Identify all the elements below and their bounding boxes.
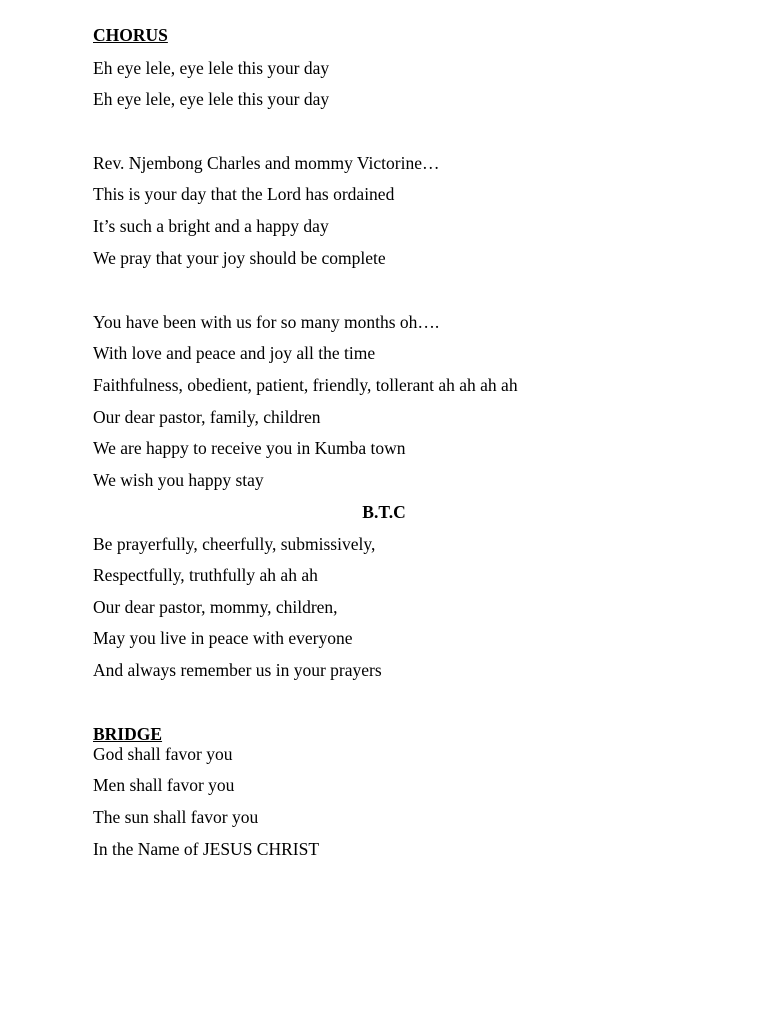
bridge-line: In the Name of JESUS CHRIST <box>93 839 320 859</box>
verse1-line: We pray that your joy should be complete <box>93 248 386 268</box>
btc-line: And always remember us in your prayers <box>93 660 382 680</box>
btc-line: Be prayerfully, cheerfully, submissively, <box>93 534 376 554</box>
btc-line: May you live in peace with everyone <box>93 628 353 648</box>
verse2-line: With love and peace and joy all the time <box>93 343 376 363</box>
verse2-line: We wish you happy stay <box>93 470 264 490</box>
verse1-line: This is your day that the Lord has ordained <box>93 184 395 204</box>
verse1-line: Rev. Njembong Charles and mommy Victorine… <box>93 153 440 173</box>
chorus-line: Eh eye lele, eye lele this your day <box>93 89 330 109</box>
bridge-line: Men shall favor you <box>93 775 235 795</box>
verse2-line: Our dear pastor, family, children <box>93 407 321 427</box>
verse2-line: Faithfulness, obedient, patient, friendly, tollerant ah ah ah ah <box>93 375 518 395</box>
bridge-line: The sun shall favor you <box>93 807 259 827</box>
btc-line: Respectfully, truthfully ah ah ah <box>93 565 318 585</box>
btc-line: Our dear pastor, mommy, children, <box>93 597 338 617</box>
chorus-heading: CHORUS <box>93 25 168 45</box>
btc-heading: B.T.C <box>362 502 406 522</box>
bridge-heading: BRIDGE <box>93 724 163 744</box>
chorus-line: Eh eye lele, eye lele this your day <box>93 58 330 78</box>
verse2-line: You have been with us for so many months oh…. <box>93 312 440 332</box>
verse1-line: It’s such a bright and a happy day <box>93 216 329 236</box>
verse2-line: We are happy to receive you in Kumba town <box>93 438 406 458</box>
bridge-line: God shall favor you <box>93 744 233 764</box>
